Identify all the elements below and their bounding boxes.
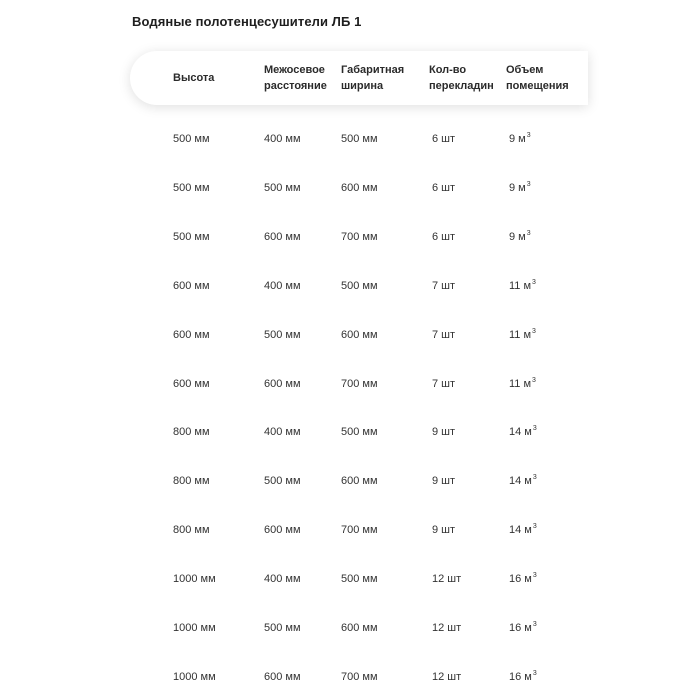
unit-superscript: 3 xyxy=(532,621,537,628)
cell-volume: 9 $м^3$ xyxy=(509,132,531,145)
cell-bars: 12 шт xyxy=(432,671,462,683)
cell-height: 1000 мм xyxy=(173,573,216,585)
cell-height: 1000 мм xyxy=(173,622,216,634)
cell-height: 600 мм xyxy=(173,280,210,292)
unit-superscript: 3 xyxy=(532,572,537,579)
cell-spacing: 400 мм xyxy=(264,133,301,145)
cell-volume: 16 $м^3$ xyxy=(509,670,537,683)
cell-spacing: 600 мм xyxy=(264,378,301,390)
cell-spacing: 600 мм xyxy=(264,671,301,683)
cell-height: 800 мм xyxy=(173,426,210,438)
cell-width: 600 мм xyxy=(341,182,378,194)
cell-height: 1000 мм xyxy=(173,671,216,683)
table-row xyxy=(0,180,700,200)
cell-bars: 6 шт xyxy=(432,182,456,194)
unit-superscript: 3 xyxy=(526,181,531,188)
table-row xyxy=(0,669,700,689)
cell-bars: 9 шт xyxy=(432,524,456,536)
table-row xyxy=(0,424,700,444)
cell-width: 500 мм xyxy=(341,280,378,292)
cell-volume: 14 $м^3$ xyxy=(509,523,537,536)
unit-superscript: 3 xyxy=(532,523,537,530)
cell-volume: 11 $м^3$ xyxy=(509,279,536,292)
cell-width: 500 мм xyxy=(341,426,378,438)
cell-volume: 9 $м^3$ xyxy=(509,230,531,243)
cell-width: 500 мм xyxy=(341,133,378,145)
header-volume: Объем помещения xyxy=(506,64,569,92)
cell-height: 600 мм xyxy=(173,329,210,341)
unit-superscript: 3 xyxy=(532,425,537,432)
cell-volume: 11 $м^3$ xyxy=(509,377,536,390)
cell-height: 500 мм xyxy=(173,182,210,194)
cell-width: 600 мм xyxy=(341,329,378,341)
cell-bars: 12 шт xyxy=(432,622,462,634)
cell-volume: 9 $м^3$ xyxy=(509,181,531,194)
cell-bars: 7 шт xyxy=(432,280,456,292)
table-row xyxy=(0,376,700,396)
cell-spacing: 600 мм xyxy=(264,524,301,536)
cell-spacing: 400 мм xyxy=(264,280,301,292)
cell-volume: 11 $м^3$ xyxy=(509,328,536,341)
table-row xyxy=(0,620,700,640)
cell-spacing: 400 мм xyxy=(264,573,301,585)
cell-bars: 7 шт xyxy=(432,378,456,390)
cell-spacing: 600 мм xyxy=(264,231,301,243)
table-row xyxy=(0,522,700,542)
header-width: Габаритная ширина xyxy=(341,64,405,92)
cell-width: 700 мм xyxy=(341,524,378,536)
cell-bars: 6 шт xyxy=(432,133,456,145)
unit-superscript: 3 xyxy=(526,230,531,237)
unit-superscript: 3 xyxy=(532,670,537,677)
cell-width: 700 мм xyxy=(341,671,378,683)
unit-superscript: 3 xyxy=(532,377,536,384)
cell-height: 800 мм xyxy=(173,524,210,536)
cell-spacing: 500 мм xyxy=(264,329,301,341)
cell-spacing: 500 мм xyxy=(264,182,301,194)
cell-spacing: 400 мм xyxy=(264,426,301,438)
cell-bars: 6 шт xyxy=(432,231,456,243)
cell-volume: 14 $м^3$ xyxy=(509,474,537,487)
cell-spacing: 500 мм xyxy=(264,622,301,634)
cell-width: 600 мм xyxy=(341,622,378,634)
cell-volume: 14 $м^3$ xyxy=(509,425,537,438)
table-row xyxy=(0,327,700,347)
unit-superscript: 3 xyxy=(532,474,537,481)
table-row xyxy=(0,473,700,493)
cell-bars: 7 шт xyxy=(432,329,456,341)
cell-bars: 9 шт xyxy=(432,426,456,438)
header-height: Высота xyxy=(173,72,215,84)
cell-width: 700 мм xyxy=(341,231,378,243)
cell-bars: 9 шт xyxy=(432,475,456,487)
page-title: Водяные полотенцесушители ЛБ 1 xyxy=(132,14,362,29)
cell-spacing: 500 мм xyxy=(264,475,301,487)
unit-superscript: 3 xyxy=(526,132,531,139)
cell-bars: 12 шт xyxy=(432,573,462,585)
header-spacing: Межосевое расстояние xyxy=(264,64,327,92)
cell-volume: 16 $м^3$ xyxy=(509,572,537,585)
header-bars: Кол-во перекладин xyxy=(429,64,494,92)
cell-width: 500 мм xyxy=(341,573,378,585)
table-row xyxy=(0,571,700,591)
cell-height: 500 мм xyxy=(173,231,210,243)
cell-width: 700 мм xyxy=(341,378,378,390)
table-row xyxy=(0,278,700,298)
cell-height: 600 мм xyxy=(173,378,210,390)
table-row xyxy=(0,229,700,249)
cell-width: 600 мм xyxy=(341,475,378,487)
cell-height: 800 мм xyxy=(173,475,210,487)
cell-volume: 16 $м^3$ xyxy=(509,621,537,634)
table-row xyxy=(0,131,700,151)
unit-superscript: 3 xyxy=(532,328,536,335)
unit-superscript: 3 xyxy=(532,279,536,286)
cell-height: 500 мм xyxy=(173,133,210,145)
